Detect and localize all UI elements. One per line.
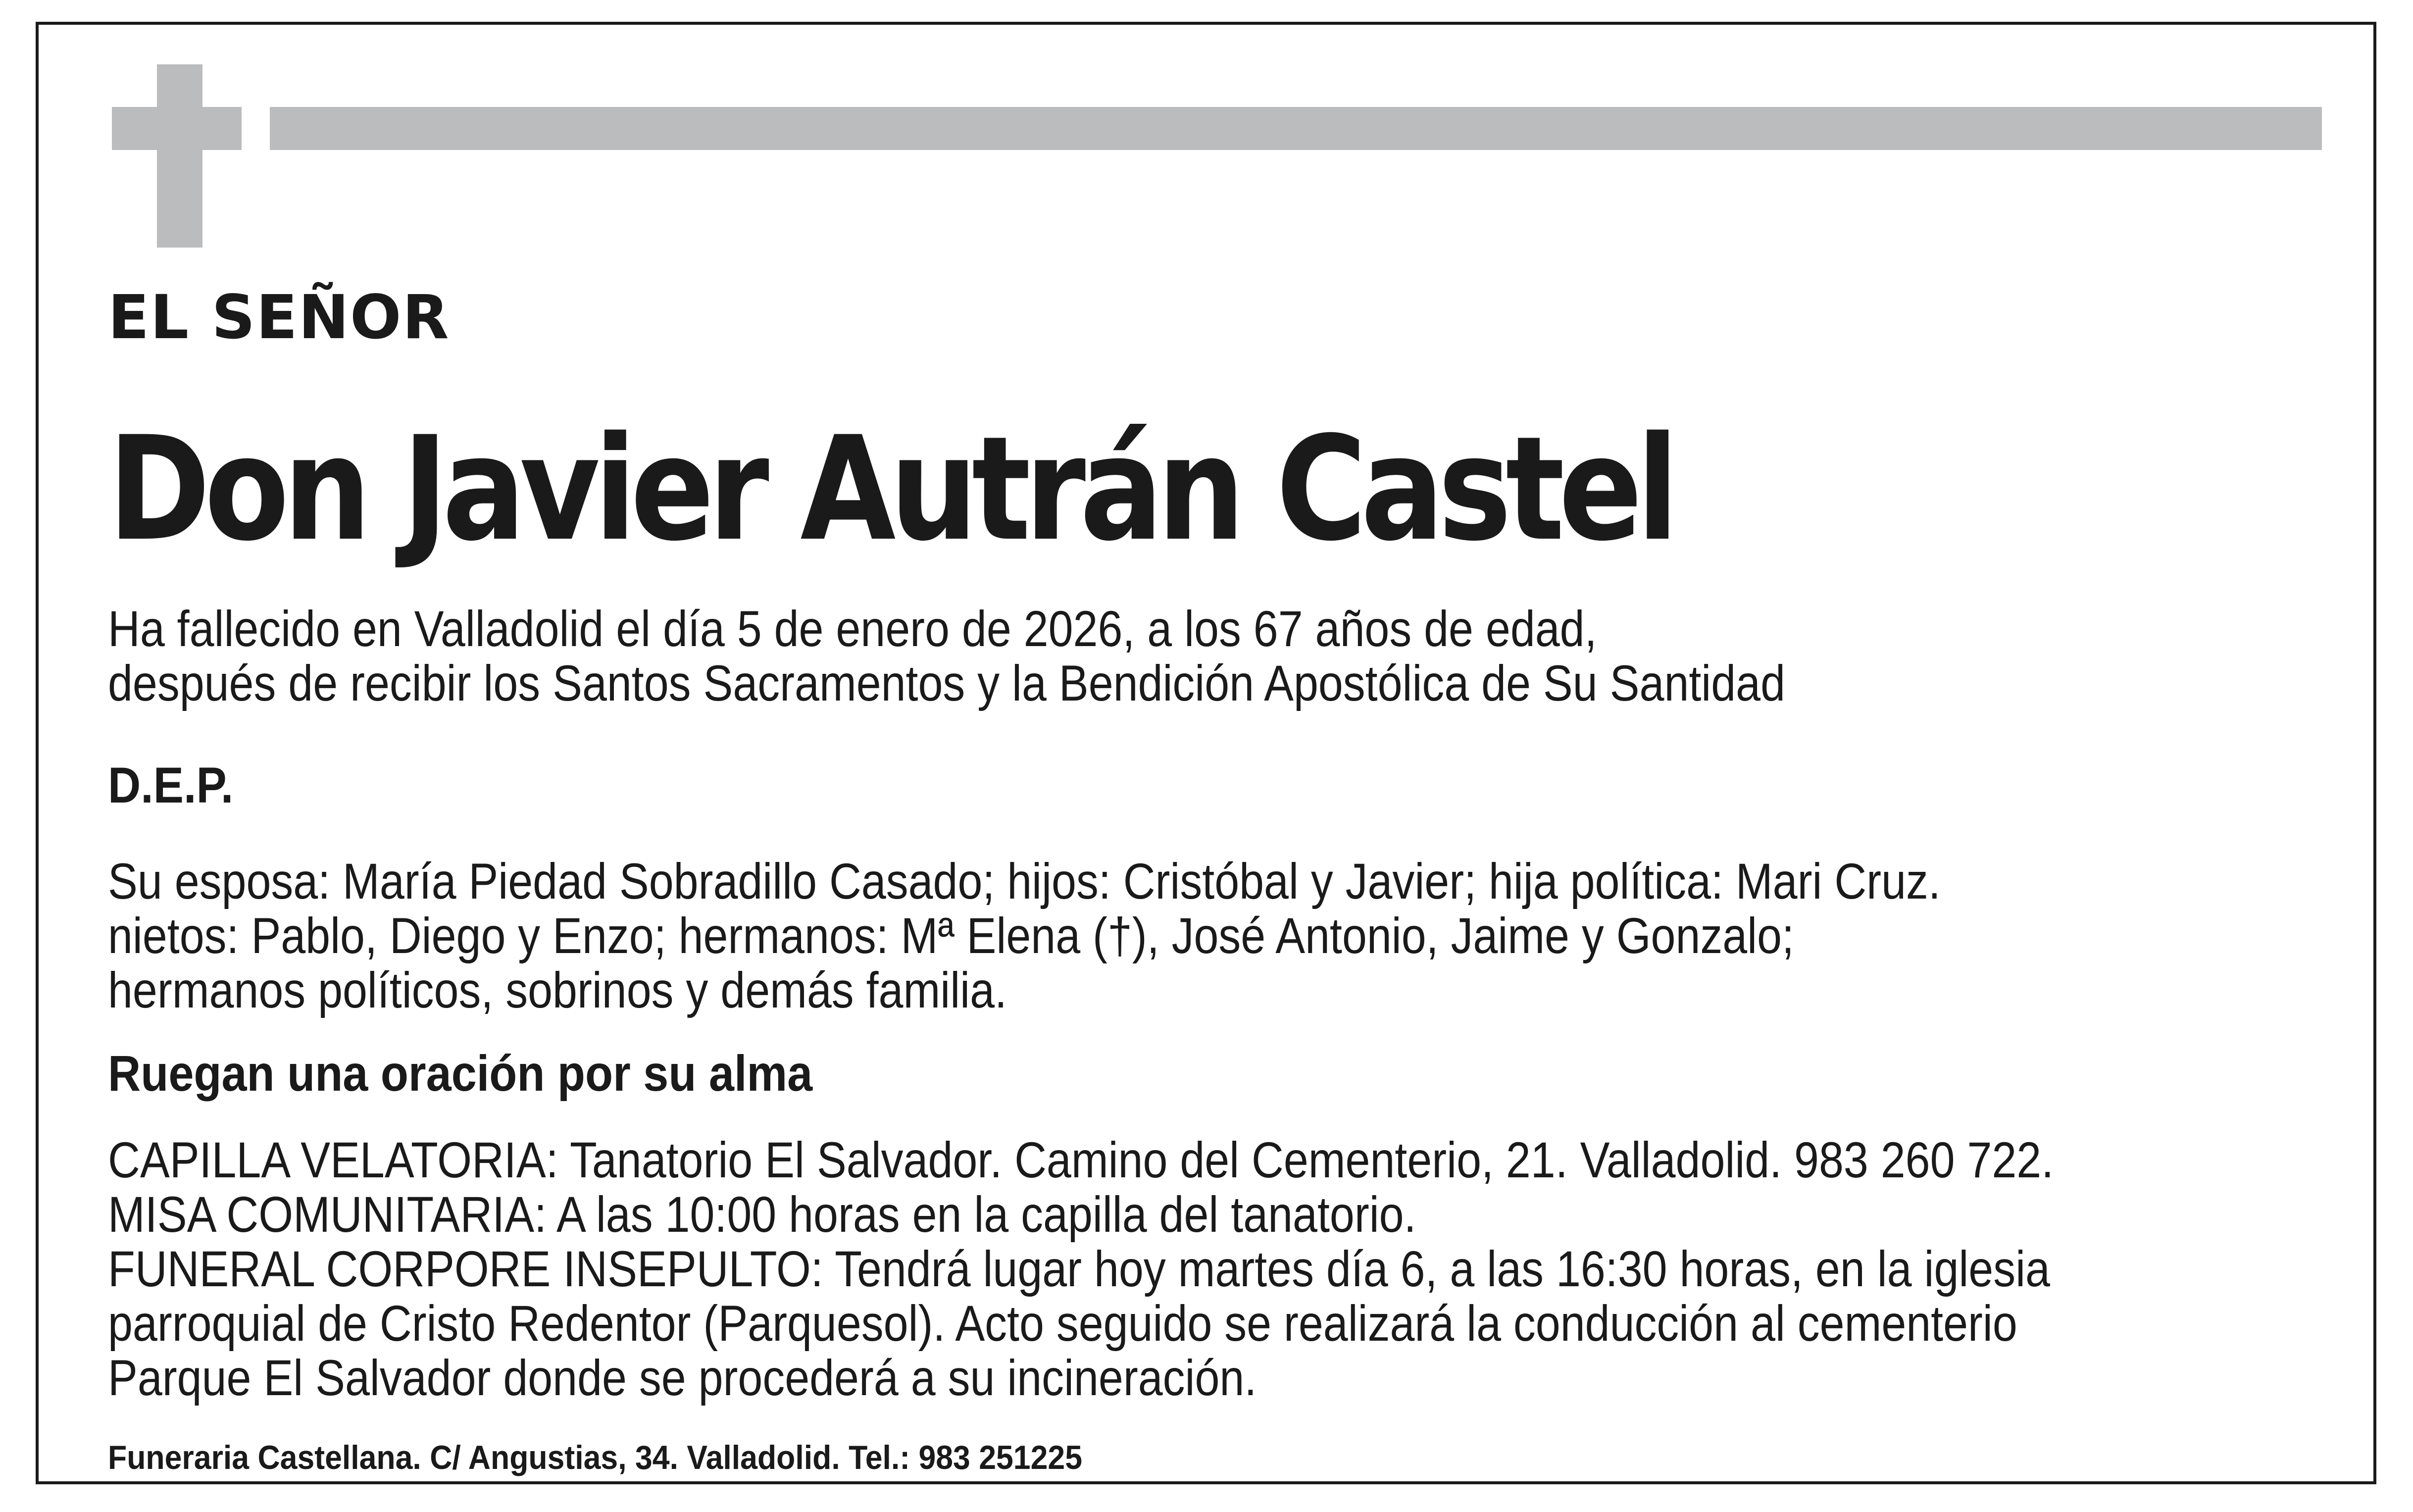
announcement-line-2: después de recibir los Santos Sacramentos y la Bendición Apostólica de Su Santidad — [108, 655, 1786, 711]
prayer-request: Ruegan una oración por su alma — [108, 1045, 813, 1102]
deceased-name: Don Javier Autrán Castel — [108, 406, 1673, 573]
announcement-line-1: Ha fallecido en Valladolid el día 5 de enero de 2026, a los 67 años de edad, — [108, 601, 1597, 657]
service-line-1: CAPILLA VELATORIA: Tanatorio El Salvador. Camino del Cementerio, 21. Valladolid. 983 260 722. — [108, 1132, 2054, 1188]
funeral-home-footer: Funeraria Castellana. C/ Angustias, 34. Valladolid. Tel.: 983 251225 — [108, 1439, 1082, 1476]
service-line-3: FUNERAL CORPORE INSEPULTO: Tendrá lugar hoy martes día 6, a las 16:30 horas, en la iglesia — [108, 1241, 2050, 1297]
cross-vertical-bar — [157, 64, 202, 248]
dep-label: D.E.P. — [108, 757, 234, 813]
service-line-5: Parque El Salvador donde se procederá a su incineración. — [108, 1350, 1257, 1406]
family-line-2: nietos: Pablo, Diego y Enzo; hermanos: Mª Elena (†), José Antonio, Jaime y Gonzalo; — [108, 907, 1794, 964]
family-line-1: Su esposa: María Piedad Sobradillo Casado; hijos: Cristóbal y Javier; hija política: Mari Cruz. — [108, 853, 1941, 909]
family-line-3: hermanos políticos, sobrinos y demás familia. — [108, 962, 1007, 1018]
header-rule — [270, 107, 2322, 150]
cross-horizontal-bar — [112, 107, 242, 150]
service-line-4: parroquial de Cristo Redentor (Parquesol). Acto seguido se realizará la conducción al cementerio — [108, 1295, 2017, 1352]
heading-el-senor: EL SEÑOR — [108, 282, 450, 353]
service-line-2: MISA COMUNITARIA: A las 10:00 horas en la capilla del tanatorio. — [108, 1186, 1416, 1243]
